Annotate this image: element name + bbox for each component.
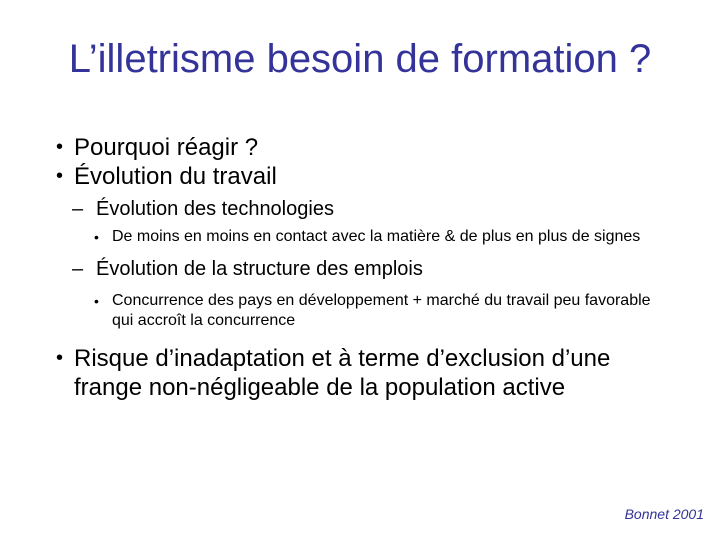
bullet-marker: • [56,347,64,369]
sub-bullet-technologies [56,197,676,221]
bullet-marker: • [56,165,64,187]
sub-sub-bullet-text: De moins en moins en contact avec la matière & de plus en plus de signes [112,228,641,245]
slide-footer-citation: Bonnet 2001 [624,506,704,522]
bullet-text: Pourquoi réagir ? [74,134,259,161]
sub-sub-bullet-matter-signs [56,227,676,247]
dash-marker: – [72,198,84,220]
bullet-text: Évolution du travail [74,163,277,190]
bullet-item-work-evolution [56,162,676,191]
bullet-text: Risque d’inadaptation et à terme d’exclusion d’une frange non-négligeable de la population active [74,345,611,401]
sub-sub-bullet-text: Concurrence des pays en développement + marché du travail peu favorable qui accroît la concurrence [112,292,651,329]
bullet-list [56,133,676,402]
bullet-marker: • [94,229,99,245]
sub-bullet-text: Évolution des technologies [96,198,334,220]
dash-marker: – [72,258,84,280]
bullet-marker: • [94,293,99,309]
bullet-item-why-react [56,133,676,162]
sub-sub-bullet-competition [56,291,676,331]
slide-title: L’illetrisme besoin de formation ? [68,37,652,81]
sub-bullet-employment-structure [56,257,676,281]
bullet-item-exclusion-risk [56,344,676,402]
sub-bullet-text: Évolution de la structure des emplois [96,258,423,280]
bullet-marker: • [56,136,64,158]
